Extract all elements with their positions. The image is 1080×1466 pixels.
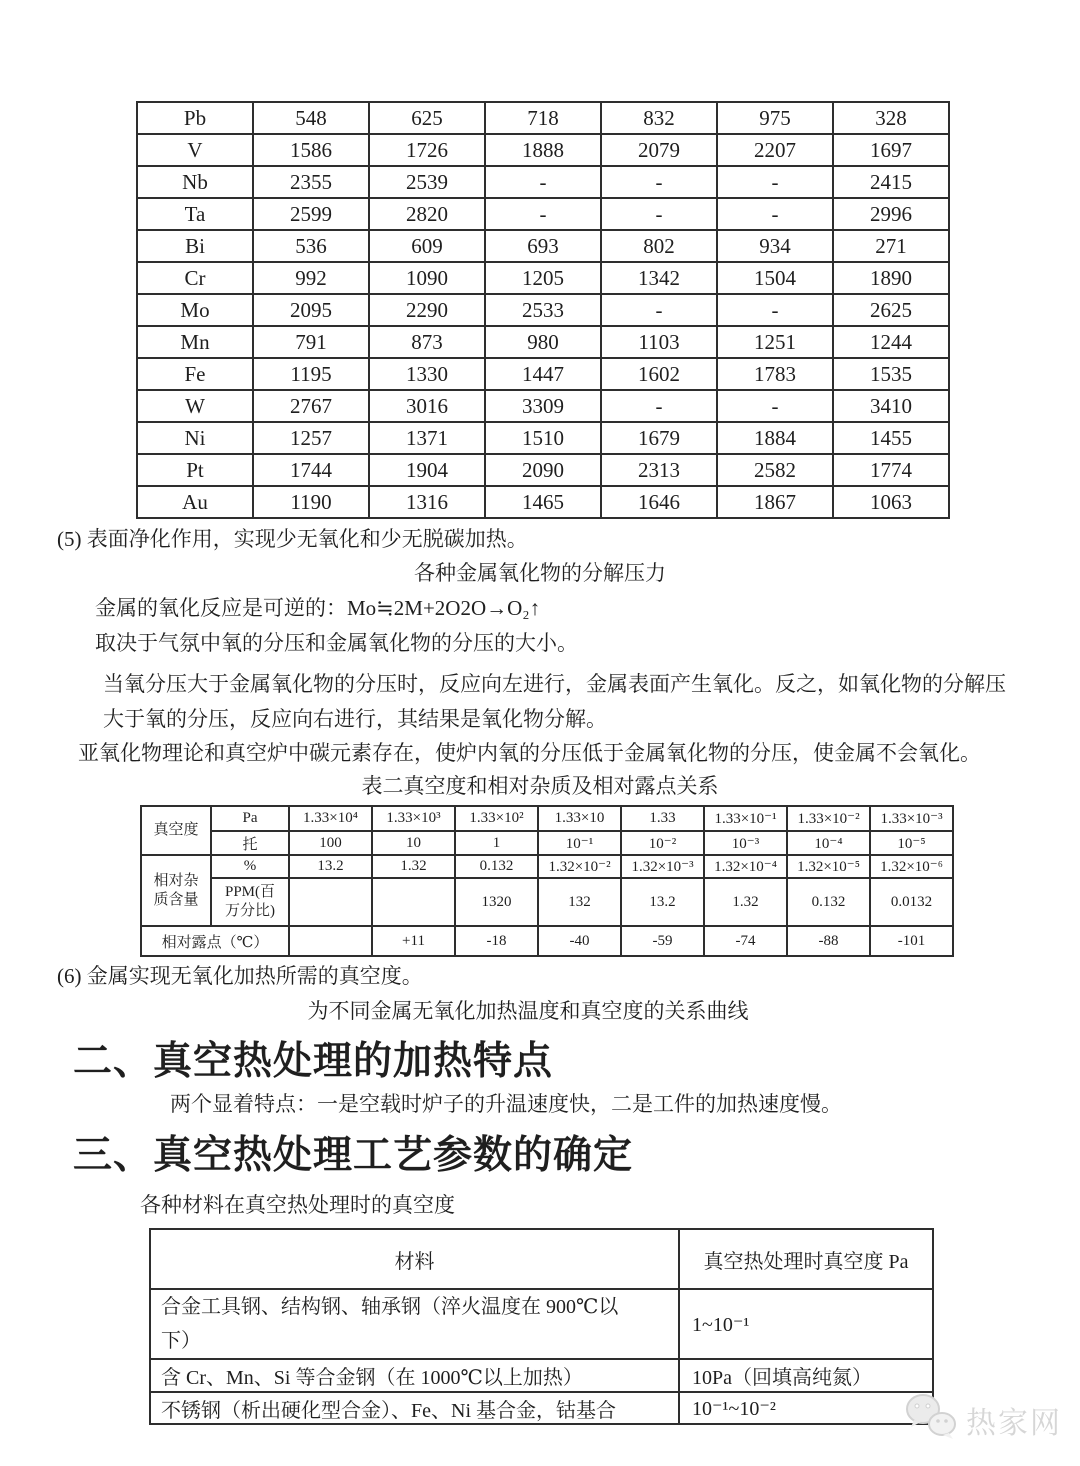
list-item-6: (6) 金属实现无氧化加热所需的真空度。 <box>57 964 423 988</box>
value-cell: 2079 <box>601 134 717 166</box>
table3-caption: 各种材料在真空热处理时的真空度 <box>140 1193 455 1217</box>
value-cell: 1.33×10 <box>538 806 621 831</box>
value-cell: 10⁻³ <box>704 831 787 855</box>
value-cell: 1455 <box>833 422 949 454</box>
value-cell: 1.32×10⁻² <box>538 855 621 878</box>
value-cell: 2533 <box>485 294 601 326</box>
table-row <box>141 926 953 956</box>
value-cell: 2582 <box>717 454 833 486</box>
value-cell: 0.132 <box>787 878 870 926</box>
table-row <box>137 390 949 422</box>
value-cell: 2415 <box>833 166 949 198</box>
section-heading-3: 三、真空热处理工艺参数的确定 <box>73 1134 634 1177</box>
value-cell: 992 <box>253 262 369 294</box>
value-cell: 10 <box>372 831 455 855</box>
value-cell: 1205 <box>485 262 601 294</box>
value-cell <box>289 878 372 926</box>
value-cell: 1510 <box>485 422 601 454</box>
value-cell: 802 <box>601 230 717 262</box>
value-cell: 1.33×10³ <box>372 806 455 831</box>
element-symbol-cell: V <box>137 134 253 166</box>
value-cell: 873 <box>369 326 485 358</box>
element-symbol-cell: Au <box>137 486 253 518</box>
value-cell: 10⁻¹ <box>538 831 621 855</box>
suboxide-paragraph: 亚氧化物理论和真空炉中碳元素存在，使炉内氧的分压低于金属氧化物的分压，使金属不会氧化。 <box>78 741 981 765</box>
table-row <box>137 230 949 262</box>
watermark-label: 热家网 <box>966 1406 1062 1440</box>
oxidation-formula: 金属的氧化反应是可逆的：Mo≒2M+2O2O→O₂↑ <box>95 596 541 620</box>
oxidation-paragraph-line2: 大于氧的分压，反应向右进行，其结果是氧化物分解。 <box>103 707 607 731</box>
value-cell: 1.33×10² <box>455 806 538 831</box>
value-cell: 2996 <box>833 198 949 230</box>
value-cell: 1.33×10⁻¹ <box>704 806 787 831</box>
value-cell: 100 <box>289 831 372 855</box>
section-heading-2: 二、真空热处理的加热特点 <box>73 1040 554 1083</box>
value-cell: 1504 <box>717 262 833 294</box>
value-cell: 2090 <box>485 454 601 486</box>
element-symbol-cell: Ni <box>137 422 253 454</box>
value-cell: 1063 <box>833 486 949 518</box>
value-cell: 3309 <box>485 390 601 422</box>
value-cell: 1.32×10⁻⁶ <box>870 855 953 878</box>
table2-title: 表二真空度和相对杂质及相对露点关系 <box>361 774 719 798</box>
value-cell: -40 <box>538 926 621 956</box>
value-cell: 1447 <box>485 358 601 390</box>
value-cell: 2313 <box>601 454 717 486</box>
value-cell: - <box>717 166 833 198</box>
value-cell: 1.33 <box>621 806 704 831</box>
table-row <box>137 134 949 166</box>
element-symbol-cell: Bi <box>137 230 253 262</box>
table-row <box>137 358 949 390</box>
value-cell: 1251 <box>717 326 833 358</box>
unit-label: PPM(百万分比) <box>224 884 276 919</box>
table-row <box>150 1289 933 1359</box>
value-cell: - <box>717 198 833 230</box>
value-cell: 1679 <box>601 422 717 454</box>
value-cell: 132 <box>538 878 621 926</box>
table-row <box>137 454 949 486</box>
value-cell: 13.2 <box>621 878 704 926</box>
value-cell: 609 <box>369 230 485 262</box>
table-row <box>141 806 953 831</box>
element-symbol-cell: Mn <box>137 326 253 358</box>
value-cell: 1.32×10⁻⁵ <box>787 855 870 878</box>
list-item-5: (5) 表面净化作用，实现少无氧化和少无脱碳加热。 <box>57 527 528 551</box>
value-cell: 1342 <box>601 262 717 294</box>
watermark <box>902 1392 1062 1447</box>
metal-oxide-temperature-table <box>136 101 950 519</box>
value-cell: 1.32×10⁻⁴ <box>704 855 787 878</box>
group-label: 真空度 <box>153 822 199 838</box>
value-cell: 791 <box>253 326 369 358</box>
value-cell: 1195 <box>253 358 369 390</box>
value-cell: 980 <box>485 326 601 358</box>
value-cell <box>289 926 372 956</box>
value-cell: 2767 <box>253 390 369 422</box>
value-cell: 2355 <box>253 166 369 198</box>
table-row <box>141 878 953 926</box>
element-symbol-cell: Pb <box>137 102 253 134</box>
value-cell: 1316 <box>369 486 485 518</box>
value-cell: 1586 <box>253 134 369 166</box>
table-row <box>137 486 949 518</box>
material-cell: 不锈钢（析出硬化型合金）、Fe、Ni 基合金，钴基合 <box>150 1392 679 1424</box>
value-cell: 1602 <box>601 358 717 390</box>
value-cell: 975 <box>717 102 833 134</box>
value-cell: 934 <box>717 230 833 262</box>
value-cell: 1257 <box>253 422 369 454</box>
value-cell: 718 <box>485 102 601 134</box>
material-vacuum-table <box>149 1228 934 1425</box>
value-cell: 1783 <box>717 358 833 390</box>
value-cell: 13.2 <box>289 855 372 878</box>
value-cell: 1244 <box>833 326 949 358</box>
depends-line: 取决于气氛中氧的分压和金属氧化物的分压的大小。 <box>95 631 578 655</box>
table-row <box>137 198 949 230</box>
value-cell: 1371 <box>369 422 485 454</box>
vacuum-value-cell: 10Pa（回填高纯氮） <box>679 1359 933 1392</box>
value-cell: 1884 <box>717 422 833 454</box>
unit-cell: 托 <box>211 831 289 855</box>
value-cell: 1904 <box>369 454 485 486</box>
value-cell: - <box>717 294 833 326</box>
value-cell: 1.33×10⁻² <box>787 806 870 831</box>
unit-cell: % <box>211 855 289 878</box>
value-cell: 693 <box>485 230 601 262</box>
value-cell <box>372 878 455 926</box>
table-row <box>137 294 949 326</box>
unit-cell <box>211 878 289 926</box>
unit-cell: Pa <box>211 806 289 831</box>
table-header-row <box>150 1229 933 1289</box>
value-cell: 2625 <box>833 294 949 326</box>
element-symbol-cell: Cr <box>137 262 253 294</box>
vacuum-value-cell: 10⁻¹~10⁻² <box>679 1392 933 1424</box>
table-row <box>137 262 949 294</box>
value-cell: 1867 <box>717 486 833 518</box>
caption-decomposition: 各种金属氧化物的分解压力 <box>414 561 666 585</box>
caption-curve: 为不同金属无氧化加热温度和真空度的关系曲线 <box>307 999 749 1023</box>
value-cell: 0.0132 <box>870 878 953 926</box>
table-row <box>137 166 949 198</box>
value-cell: - <box>485 166 601 198</box>
element-symbol-cell: Fe <box>137 358 253 390</box>
value-cell: 1330 <box>369 358 485 390</box>
value-cell: 1.32 <box>704 878 787 926</box>
features-paragraph: 两个显着特点：一是空载时炉子的升温速度快，二是工件的加热速度慢。 <box>170 1092 842 1116</box>
element-symbol-cell: Pt <box>137 454 253 486</box>
value-cell: 3410 <box>833 390 949 422</box>
table-row <box>141 831 953 855</box>
table-row <box>141 855 953 878</box>
value-cell: 1535 <box>833 358 949 390</box>
value-cell: 1 <box>455 831 538 855</box>
value-cell: 10⁻² <box>621 831 704 855</box>
value-cell: 1190 <box>253 486 369 518</box>
value-cell: - <box>717 390 833 422</box>
value-cell: 1090 <box>369 262 485 294</box>
value-cell: 2599 <box>253 198 369 230</box>
value-cell: 0.132 <box>455 855 538 878</box>
value-cell: 832 <box>601 102 717 134</box>
value-cell: -101 <box>870 926 953 956</box>
value-cell: - <box>601 198 717 230</box>
value-cell: 1726 <box>369 134 485 166</box>
value-cell: 2539 <box>369 166 485 198</box>
wechat-icon <box>902 1392 960 1447</box>
value-cell: 271 <box>833 230 949 262</box>
value-cell: 2290 <box>369 294 485 326</box>
vacuum-header-cell: 真空热处理时真空度 Pa <box>679 1229 933 1289</box>
element-symbol-cell: Mo <box>137 294 253 326</box>
value-cell: 3016 <box>369 390 485 422</box>
value-cell: -59 <box>621 926 704 956</box>
value-cell: 1646 <box>601 486 717 518</box>
table-row <box>150 1359 933 1392</box>
value-cell: 2820 <box>369 198 485 230</box>
value-cell: 1890 <box>833 262 949 294</box>
value-cell: - <box>485 198 601 230</box>
table-row <box>150 1392 933 1424</box>
value-cell: 1.33×10⁻³ <box>870 806 953 831</box>
value-cell: 536 <box>253 230 369 262</box>
value-cell: 1.33×10⁴ <box>289 806 372 831</box>
value-cell: -18 <box>455 926 538 956</box>
value-cell: 328 <box>833 102 949 134</box>
table-row <box>137 326 949 358</box>
table-row <box>137 102 949 134</box>
element-symbol-cell: Nb <box>137 166 253 198</box>
oxidation-paragraph-line1: 当氧分压大于金属氧化物的分压时，反应向左进行，金属表面产生氧化。反之，如氧化物的分解压 <box>103 672 1006 696</box>
value-cell: 1320 <box>455 878 538 926</box>
value-cell: 1697 <box>833 134 949 166</box>
value-cell: -74 <box>704 926 787 956</box>
material-cell: 含 Cr、Mn、Si 等合金钢（在 1000℃以上加热） <box>150 1359 679 1392</box>
material-cell: 合金工具钢、结构钢、轴承钢（淬火温度在 900℃以下） <box>150 1289 679 1359</box>
value-cell: - <box>601 390 717 422</box>
value-cell: +11 <box>372 926 455 956</box>
value-cell: -88 <box>787 926 870 956</box>
value-cell: 548 <box>253 102 369 134</box>
value-cell: 1465 <box>485 486 601 518</box>
value-cell: 625 <box>369 102 485 134</box>
value-cell: 2207 <box>717 134 833 166</box>
table-row <box>137 422 949 454</box>
material-header-cell: 材料 <box>150 1229 679 1289</box>
element-symbol-cell: Ta <box>137 198 253 230</box>
group-label: 相对杂质含量 <box>153 872 199 908</box>
group-label-cell <box>141 855 211 926</box>
vacuum-value-cell: 1~10⁻¹ <box>679 1289 933 1359</box>
value-cell: 2095 <box>253 294 369 326</box>
value-cell: 1.32 <box>372 855 455 878</box>
value-cell: 1774 <box>833 454 949 486</box>
value-cell: 1103 <box>601 326 717 358</box>
group-label-cell <box>141 806 211 855</box>
vacuum-impurity-dewpoint-table <box>140 805 954 957</box>
value-cell: 1888 <box>485 134 601 166</box>
value-cell: 10⁻⁴ <box>787 831 870 855</box>
value-cell: 1744 <box>253 454 369 486</box>
element-symbol-cell: W <box>137 390 253 422</box>
value-cell: - <box>601 166 717 198</box>
value-cell: - <box>601 294 717 326</box>
dewpoint-label-cell: 相对露点（℃） <box>141 926 289 956</box>
value-cell: 1.32×10⁻³ <box>621 855 704 878</box>
value-cell: 10⁻⁵ <box>870 831 953 855</box>
